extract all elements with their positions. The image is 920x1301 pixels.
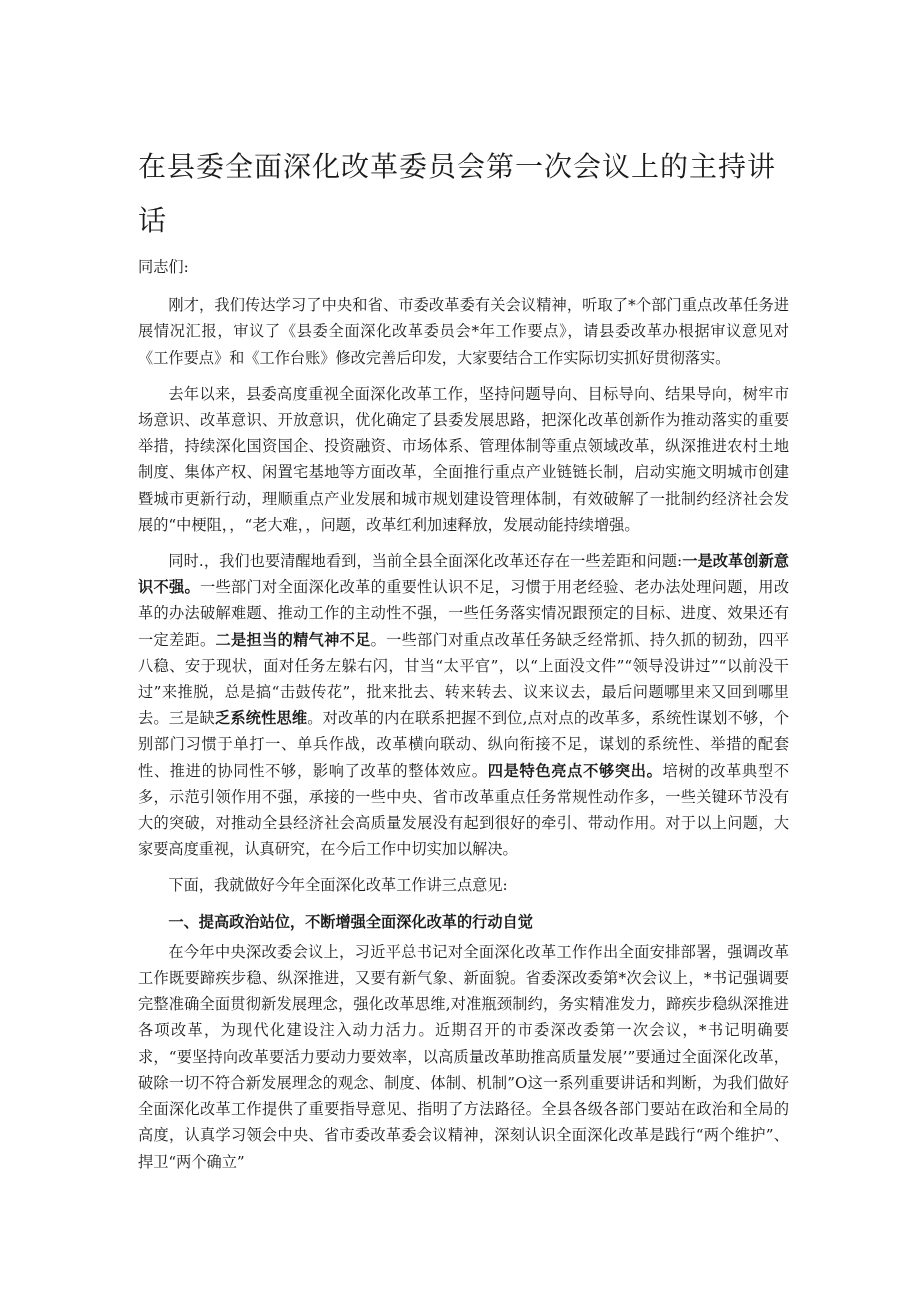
paragraph-3	[138, 548, 789, 862]
document-title: 在县委全面深化改革委员会第一次会议上的主持讲话	[138, 150, 777, 237]
paragraph-2: 去年以来，县委高度重视全面深化改革工作，坚持问题导向、目标导向、结果导向，树牢市场意识、改革意识、开放意识，优化确定了县委发展思路，把深化改革创新作为推动落实的重要举措，持续深化国资国企、投资融资、市场体系、管理体制等重点领域改革，纵深推进农村土地制度、集体产权、闲置宅基地等方面改革，全面推行重点产业链链长制，启动实施文明城市创建暨城市更新行动，理顺重点产业发展和城市规划建设管理体制，有效破解了一批制约经济社会发展的“中梗阻，，“老大难，，问题，改革红利加速释放，发展动能持续增强。	[138, 384, 789, 534]
bold-point-4: 四是特色亮点不够突出。	[487, 761, 663, 780]
salutation: 同志们:	[138, 258, 189, 276]
bold-point-1: 一是改革创新意识不强。	[138, 552, 789, 597]
section-heading-1: 一、提高政治站位，不断增强全面深化改革的行动自觉	[168, 912, 533, 931]
bold-point-2: 二是担当的精气神不足	[215, 630, 371, 649]
paragraph-5: 在今年中央深改委会议上，习近平总书记对全面深化改革工作作出全面安排部署，强调改革工作既要蹄疾步稳、纵深推进，又要有新气象、新面貌。省委深改委第*次会议上，*书记强调要完整准确全面贯彻新发展理念，强化改革思维,对准瓶颈制约，务实精准发力，蹄疾步稳纵深推进各项改革，为现代化建设注入动力活力。近期召开的市委深改委第一次会议，*书记明确要求，“要坚持向改革要活力要动力要效率，以高质量改革助推高质量发展’”要通过全面深化改革，破除一切不符合新发展理念的观念、制度、体制、机制”O这一系列重要讲话和判断，为我们做好全面深化改革工作提供了重要指导意见、指明了方法路径。全县各级各部门要站在政治和全局的高度，认真学习领会中央、省市委改革委会议精神，深刻认识全面深化改革是践行“两个维护”、捍卫“两个确立”	[138, 942, 789, 1171]
paragraph-4: 下面，我就做好今年全面深化改革工作讲三点意见:	[168, 876, 508, 895]
paragraph-3-text-5: 培树的改革典型不多，示范引领作用不强，承接的一些中央、省市改革重点任务常规性动作多，一些关键环节没有大的突破，对推动全县经济社会高质量发展没有起到很好的牵引、带动作用。对于以上问题，大家要高度重视，认真研究，在今后工作中切实加以解决。	[138, 761, 790, 859]
paragraph-3-text-1: 同时.，我们也要清醒地看到，当前全县全面深化改革还存在一些差距和问题:	[168, 552, 683, 571]
paragraph-3-text-3: 。一些部门对重点改革任务缺乏经常抓、持久抓的韧劲，四平八稳、安于现状，面对任务左躲右闪，甘当“太平官”，以“上面没文件”“领导没讲过”“以前没干过”来推脱，总是搞“击鼓传花”，批来批去、转来转去、议来议去，最后问题哪里来又回到哪里去。三是缺	[138, 630, 790, 728]
paragraph-1: 刚才，我们传达学习了中央和省、市委改革委有关会议精神，听取了*个部门重点改革任务进展情况汇报，审议了《县委全面深化改革委员会*年工作要点》，请县委改革办根据审议意见对《工作要点》和《工作台账》修改完善后印发，大家要结合工作实际切实抓好贯彻落实。	[138, 296, 789, 367]
paragraph-3-text-2: 一些部门对全面深化改革的重要性认识不足，习惯于用老经验、老办法处理问题，用改革的办法破解难题、推动工作的主动性不强，一些任务落实情况跟预定的目标、进度、效果还有一定差距。	[138, 578, 790, 649]
paragraph-3-text-4: 。对改革的内在联系把握不到位,点对点的改革多，系统性谋划不够，个别部门习惯于单打一、单兵作战，改革横向联动、纵向衔接不足，谋划的系统性、举措的配套性、推进的协同性不够，影响了改革的整体效应。	[138, 709, 790, 780]
bold-point-3: 乏系统性思维	[214, 709, 308, 728]
